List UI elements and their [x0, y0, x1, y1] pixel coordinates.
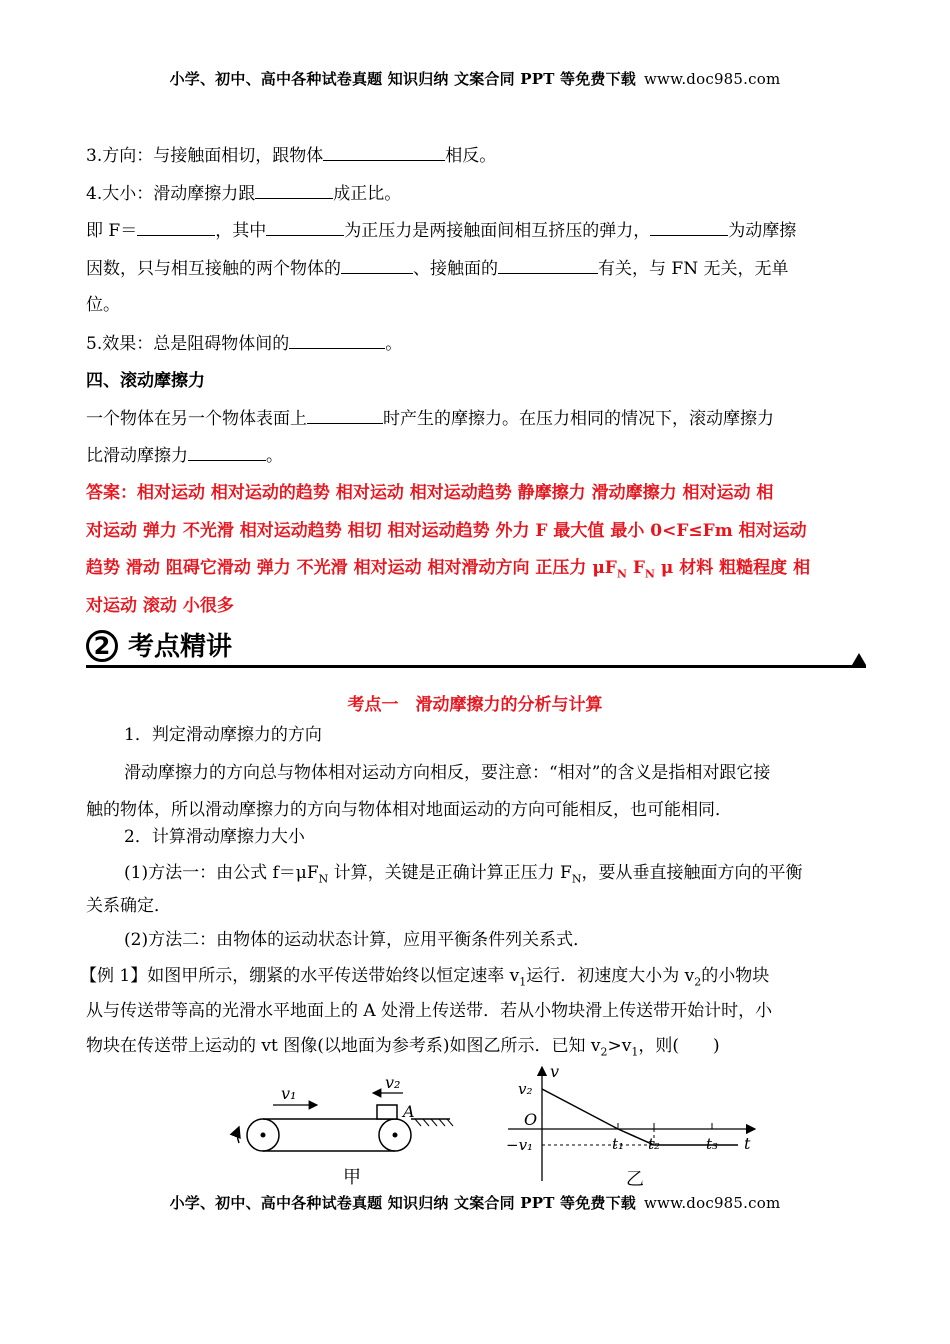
section-rule [86, 665, 866, 668]
answer-line-1: 答案：相对运动 相对运动的趋势 相对运动 相对运动趋势 静摩擦力 滑动摩擦力 相对运动 相 [86, 483, 774, 503]
text-run: 因数，只与相互接触的两个物体的 [86, 259, 341, 279]
topic-p4 [124, 860, 904, 892]
text-run: 、接触面的 [413, 259, 498, 279]
text-run: 4.大小：滑动摩擦力跟 [86, 184, 256, 204]
right-axle [393, 1133, 398, 1138]
triangle-marker-icon [852, 653, 866, 665]
left-axle [261, 1133, 266, 1138]
text-run: 比滑动摩擦力 [86, 446, 188, 466]
caption-jia: 甲 [343, 1167, 361, 1188]
answer-blank [323, 142, 445, 161]
text-run: F [626, 558, 645, 578]
topic-p2b: 触的物体，所以滑动摩擦力的方向与物体相对地面运动的方向可能相反，也可能相同． [86, 800, 732, 820]
text-run: ，要从垂直接触面方向的平衡 [581, 863, 803, 883]
footer-url[interactable]: www.doc985.com [644, 1194, 781, 1212]
text-run: 为正压力是两接触面间相互挤压的弹力， [344, 221, 651, 241]
answer-blank [188, 442, 266, 461]
text-run: 物块在传送带上运动的 vt 图像(以地面为参考系)如图乙所示．已知 v [86, 1036, 601, 1056]
topic-p5: (2)方法二：由物体的运动状态计算，应用平衡条件列关系式． [124, 930, 591, 950]
text-run: 为动摩擦 [728, 221, 797, 241]
text-run: 。 [385, 334, 403, 354]
answer-line-2: 对运动 弹力 不光滑 相对运动趋势 相切 相对运动趋势 外力 F 最大值 最小 0<F≤Fm 相对运动 [86, 521, 807, 541]
subscript: 1 [631, 1045, 639, 1059]
topic-p4d: 关系确定． [86, 896, 171, 916]
x-tick-label: t₂ [648, 1135, 661, 1153]
text-run: 5.效果：总是阻碍物体间的 [86, 334, 290, 354]
header-banner-text: 小学、初中、高中各种试卷真题 知识归纳 文案合同 PPT 等免费下载 [169, 70, 636, 88]
header-url[interactable]: www.doc985.com [644, 70, 781, 88]
text-run: 的小物块 [701, 966, 770, 986]
conveyor-figure [225, 1075, 475, 1190]
answer-blank [341, 255, 413, 274]
section-heading [86, 628, 866, 668]
text-run: 计算，关键是正确计算正压力 F [328, 863, 572, 883]
ground-hatch [415, 1119, 453, 1126]
origin-label: O [524, 1110, 538, 1129]
coefficient-line [86, 255, 866, 282]
text-run: 【例 1】如图甲所示，绷紧的水平传送带始终以恒定速率 v [80, 966, 520, 986]
topic-p2a: 滑动摩擦力的方向总与物体相对运动方向相反，要注意：“相对”的含义是指相对跟它接 [124, 763, 771, 783]
topic-title: 考点一 滑动摩擦力的分析与计算 [347, 695, 603, 715]
text-run: (1)方法一：由公式 f＝μF [124, 863, 319, 883]
example-line-3 [86, 1033, 866, 1065]
answer-blank [650, 217, 728, 236]
footer-banner [0, 1192, 950, 1213]
y-tick-label: −v₁ [506, 1136, 534, 1154]
example-line-1 [80, 963, 860, 995]
answer-blank [498, 255, 598, 274]
answer-blank [255, 180, 333, 199]
subscript: 2 [600, 1045, 608, 1059]
unit-line [86, 292, 866, 318]
topic-p3: 2．计算滑动摩擦力大小 [124, 827, 305, 847]
vt-chart [500, 1063, 770, 1193]
text-run: 相反。 [445, 146, 497, 166]
y-axis-label: v [550, 1063, 560, 1081]
rolling-line-2 [86, 442, 866, 469]
section-number-badge: 2 [86, 630, 118, 662]
label-v1: v₁ [281, 1084, 297, 1103]
label-v2: v₂ [385, 1075, 401, 1092]
text-run: 运行．初速度大小为 v [526, 966, 695, 986]
direction-line [86, 142, 866, 169]
formula-line [86, 217, 866, 244]
block [377, 1105, 397, 1119]
subscript: N [318, 872, 329, 886]
text-run: 一个物体在另一个物体表面上 [86, 409, 307, 429]
answer-blank [307, 405, 383, 424]
text-run: 趋势 滑动 阻碍它滑动 弹力 不光滑 相对运动 相对滑动方向 正压力 μF [86, 558, 617, 578]
subscript: N [644, 567, 655, 581]
y-tick-label: v₂ [518, 1080, 533, 1098]
subscript: 1 [519, 975, 527, 989]
text-run: 成正比。 [333, 184, 402, 204]
x-axis-label: t [744, 1134, 751, 1153]
answer-blank [289, 330, 385, 349]
rolling-line-1 [86, 405, 866, 432]
section-title: 考点精讲 [128, 632, 233, 662]
topic-p1: 1．判定滑动摩擦力的方向 [124, 725, 322, 745]
answer-blank [137, 217, 215, 236]
text-run: ，则( ) [638, 1036, 720, 1056]
header-banner [0, 68, 950, 89]
effect-line [86, 330, 866, 357]
text-run: ，其中 [215, 221, 267, 241]
text-run: μ 材料 粗糙程度 相 [654, 558, 811, 578]
rotation-arrow-icon [237, 1127, 239, 1143]
subscript: N [616, 567, 627, 581]
rolling-heading: 四、滚动摩擦力 [86, 371, 205, 391]
text-run: 即 F＝ [86, 221, 138, 241]
subscript: 2 [694, 975, 702, 989]
caption-yi: 乙 [626, 1169, 644, 1190]
answer-line-4: 对运动 滚动 小很多 [86, 596, 234, 616]
subscript: N [571, 872, 582, 886]
x-tick-label: t₃ [706, 1135, 719, 1153]
text-run: 有关，与 FN 无关，无单 [598, 259, 789, 279]
text-run: 位。 [86, 295, 120, 315]
footer-banner-text: 小学、初中、高中各种试卷真题 知识归纳 文案合同 PPT 等免费下载 [169, 1194, 636, 1212]
x-tick-label: t₁ [612, 1135, 625, 1153]
text-run: >v [607, 1036, 632, 1056]
text-run: 3.方向：与接触面相切，跟物体 [86, 146, 324, 166]
answer-blank [266, 217, 344, 236]
magnitude-line [86, 180, 866, 207]
example-line-2: 从与传送带等高的光滑水平地面上的 A 处滑上传送带．若从小物块滑上传送带开始计时，小 [86, 1001, 773, 1021]
label-a: A [403, 1102, 415, 1121]
answer-line-3 [86, 555, 866, 587]
text-run: 时产生的摩擦力。在压力相同的情况下，滚动摩擦力 [383, 409, 774, 429]
text-run: 。 [266, 446, 283, 466]
